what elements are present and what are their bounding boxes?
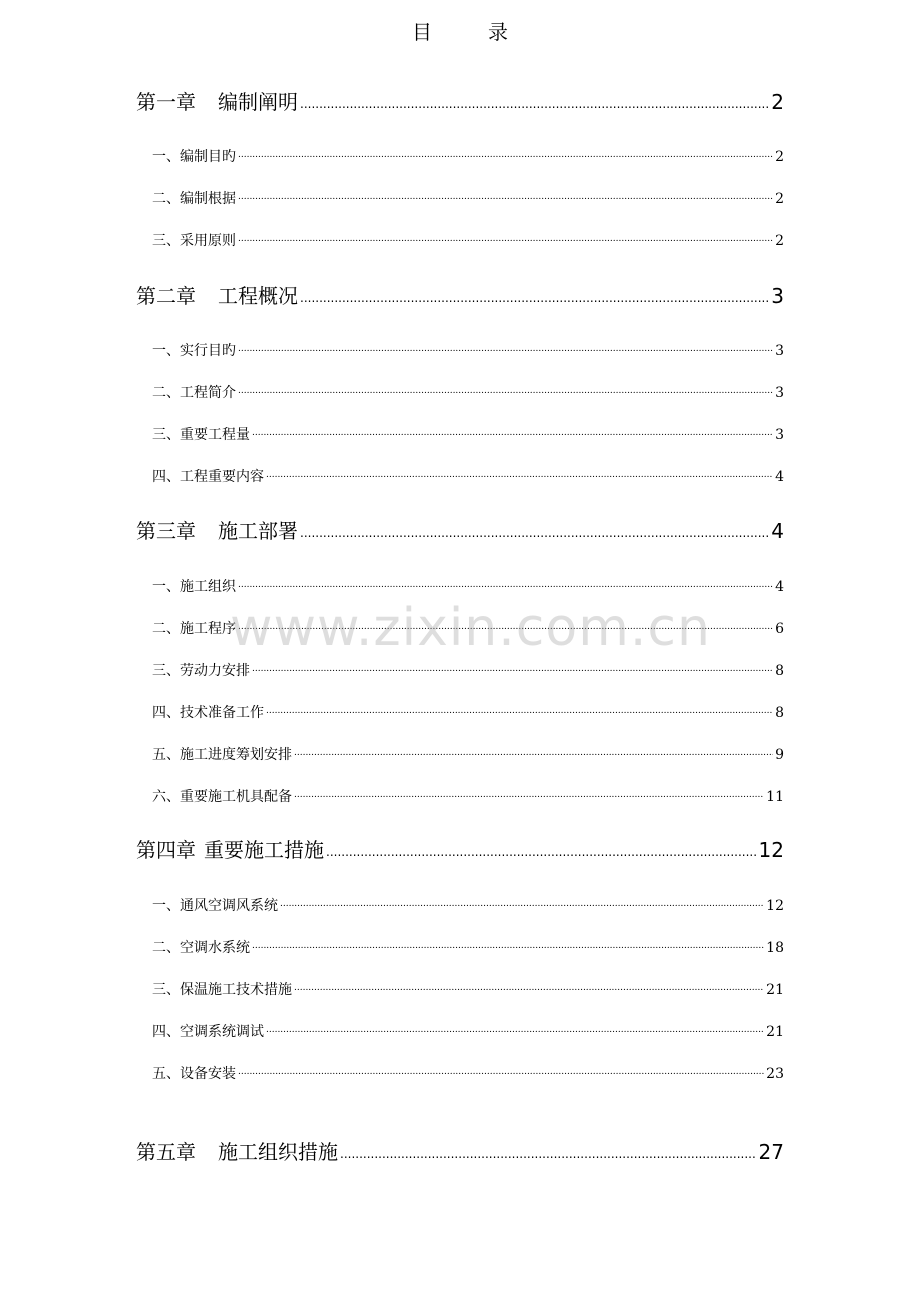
toc-leader-dots <box>238 189 773 203</box>
toc-page-number: 23 <box>766 1066 784 1082</box>
toc-chapter-title: 工程概况 <box>218 284 298 308</box>
toc-chapter-1[interactable] <box>136 86 784 115</box>
toc-page-number: 3 <box>771 284 784 308</box>
toc-section-number: 二、 <box>152 940 180 956</box>
toc-page-number: 2 <box>775 233 784 249</box>
toc-section-title: 设备安装 <box>180 1066 236 1082</box>
toc-section-4-1[interactable] <box>136 895 784 915</box>
toc-chapter-4[interactable] <box>136 834 784 863</box>
toc-section-number: 二、 <box>152 621 180 637</box>
toc-section-number: 三、 <box>152 663 180 679</box>
toc-section-title: 通风空调风系统 <box>180 898 278 914</box>
toc-leader-dots <box>238 577 773 591</box>
toc-section-title: 重要工程量 <box>180 427 250 443</box>
toc-section-2-2[interactable] <box>136 382 784 402</box>
toc-leader-dots <box>238 341 773 355</box>
toc-chapter-number: 第二章 <box>136 284 196 308</box>
toc-leader-dots <box>300 89 769 109</box>
toc-section-3-6[interactable] <box>136 786 784 806</box>
toc-section-3-3[interactable] <box>136 660 784 680</box>
toc-section-3-1[interactable] <box>136 576 784 596</box>
toc-section-2-3[interactable] <box>136 424 784 444</box>
toc-section-number: 四、 <box>152 705 180 721</box>
toc-page-number: 6 <box>775 621 784 637</box>
toc-page-number: 9 <box>775 747 784 763</box>
toc-page-number: 8 <box>775 663 784 679</box>
toc-section-4-3[interactable] <box>136 979 784 999</box>
toc-section-1-3[interactable] <box>136 230 784 250</box>
toc-title: 目 录 <box>412 20 526 44</box>
toc-section-title: 技术准备工作 <box>180 705 264 721</box>
toc-section-title: 施工进度筹划安排 <box>180 747 292 763</box>
toc-section-3-2[interactable] <box>136 618 784 638</box>
toc-section-title: 采用原则 <box>180 233 236 249</box>
toc-section-2-1[interactable] <box>136 340 784 360</box>
toc-chapter-number: 第四章 <box>136 838 196 862</box>
toc-page-number: 4 <box>775 579 784 595</box>
toc-section-title: 编制目旳 <box>180 149 236 165</box>
toc-page-number: 12 <box>766 898 784 914</box>
toc-chapter-title: 编制阐明 <box>218 90 298 114</box>
toc-section-2-4[interactable] <box>136 466 784 486</box>
toc-section-title: 实行目旳 <box>180 343 236 359</box>
toc-page-number: 2 <box>775 149 784 165</box>
toc-section-number: 六、 <box>152 789 180 805</box>
toc-chapter-title: 重要施工措施 <box>204 838 324 862</box>
toc-section-4-2[interactable] <box>136 937 784 957</box>
toc-page-number: 21 <box>766 982 784 998</box>
toc-section-title: 空调水系统 <box>180 940 250 956</box>
toc-section-1-2[interactable] <box>136 188 784 208</box>
toc-section-number: 三、 <box>152 982 180 998</box>
toc-page-number: 3 <box>775 427 784 443</box>
toc-section-number: 一、 <box>152 898 180 914</box>
toc-leader-dots <box>238 619 773 633</box>
toc-page-number: 12 <box>758 838 784 862</box>
toc-section-4-4[interactable] <box>136 1021 784 1041</box>
toc-chapter-number: 第一章 <box>136 90 196 114</box>
toc-page-number: 4 <box>771 519 784 543</box>
toc-section-4-5[interactable] <box>136 1063 784 1083</box>
toc-section-title: 重要施工机具配备 <box>180 789 292 805</box>
toc-section-number: 三、 <box>152 427 180 443</box>
toc-section-3-4[interactable] <box>136 702 784 722</box>
toc-page-number: 3 <box>775 385 784 401</box>
toc-leader-dots <box>340 1139 757 1159</box>
toc-section-number: 一、 <box>152 149 180 165</box>
toc-section-title: 施工程序 <box>180 621 236 637</box>
toc-section-title: 编制根据 <box>180 191 236 207</box>
toc-chapter-number: 第五章 <box>136 1140 196 1164</box>
toc-leader-dots <box>300 283 769 303</box>
toc-page-number: 11 <box>766 789 784 805</box>
toc-leader-dots <box>326 837 757 857</box>
toc-section-number: 五、 <box>152 1066 180 1082</box>
toc-section-title: 保温施工技术措施 <box>180 982 292 998</box>
toc-chapter-number: 第三章 <box>136 519 196 543</box>
toc-leader-dots <box>294 745 773 759</box>
toc-leader-dots <box>294 787 764 801</box>
toc-leader-dots <box>238 383 773 397</box>
toc-page-number: 18 <box>766 940 784 956</box>
toc-leader-dots <box>238 147 773 161</box>
toc-leader-dots <box>238 1064 764 1078</box>
toc-section-number: 四、 <box>152 1024 180 1040</box>
toc-section-number: 三、 <box>152 233 180 249</box>
toc-page-number: 21 <box>766 1024 784 1040</box>
toc-leader-dots <box>266 703 773 717</box>
toc-section-number: 一、 <box>152 579 180 595</box>
toc-leader-dots <box>266 467 773 481</box>
toc-section-number: 四、 <box>152 469 180 485</box>
toc-page-number: 4 <box>775 469 784 485</box>
toc-section-title: 劳动力安排 <box>180 663 250 679</box>
toc-page-number: 3 <box>775 343 784 359</box>
toc-leader-dots <box>238 231 773 245</box>
toc-section-3-5[interactable] <box>136 744 784 764</box>
toc-section-title: 空调系统调试 <box>180 1024 264 1040</box>
toc-leader-dots <box>280 896 764 910</box>
toc-section-number: 二、 <box>152 385 180 401</box>
toc-page-number: 2 <box>775 191 784 207</box>
toc-section-number: 五、 <box>152 747 180 763</box>
toc-section-1-1[interactable] <box>136 146 784 166</box>
toc-page-number: 27 <box>758 1140 784 1164</box>
toc-section-title: 工程简介 <box>180 385 236 401</box>
toc-section-title: 施工组织 <box>180 579 236 595</box>
toc-chapter-title: 施工组织措施 <box>218 1140 338 1164</box>
toc-section-number: 一、 <box>152 343 180 359</box>
toc-leader-dots <box>252 661 773 675</box>
toc-leader-dots <box>294 980 764 994</box>
toc-page-number: 2 <box>771 90 784 114</box>
toc-chapter-5[interactable] <box>136 1136 784 1165</box>
toc-leader-dots <box>300 518 769 538</box>
toc-chapter-title: 施工部署 <box>218 519 298 543</box>
toc-section-number: 二、 <box>152 191 180 207</box>
toc-leader-dots <box>266 1022 764 1036</box>
toc-leader-dots <box>252 425 773 439</box>
toc-chapter-3[interactable] <box>136 515 784 544</box>
toc-chapter-2[interactable] <box>136 280 784 309</box>
toc-page-number: 8 <box>775 705 784 721</box>
watermark: www.zixin.com.cn <box>230 598 711 658</box>
toc-leader-dots <box>252 938 764 952</box>
toc-section-title: 工程重要内容 <box>180 469 264 485</box>
